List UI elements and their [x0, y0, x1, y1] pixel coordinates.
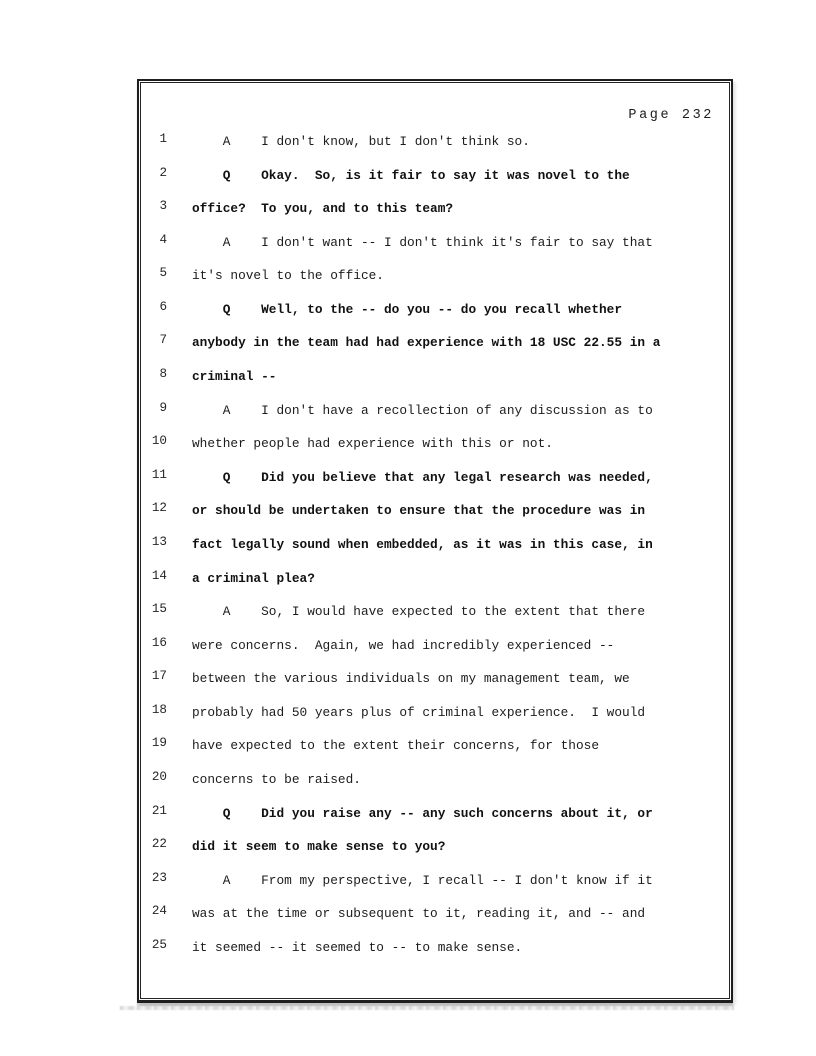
line-number: 11	[151, 467, 167, 482]
page-number: Page 232	[628, 108, 714, 123]
line-number: 5	[159, 266, 167, 281]
line-number: 18	[151, 702, 167, 717]
transcript-line	[139, 636, 731, 670]
transcript-line	[139, 468, 731, 502]
transcript-line	[139, 904, 731, 938]
transcript-line	[139, 233, 731, 267]
line-text: Q Did you raise any -- any such concerns about it, or	[192, 805, 653, 821]
line-text: whether people had experience with this or not.	[192, 436, 553, 452]
line-number: 2	[159, 165, 167, 180]
transcript-line	[139, 669, 731, 703]
line-text: Q Did you believe that any legal research was needed,	[192, 469, 653, 485]
line-number: 10	[151, 434, 167, 449]
line-text: concerns to be raised.	[192, 771, 361, 787]
line-text: probably had 50 years plus of criminal experience. I would	[192, 704, 646, 720]
line-number: 20	[151, 769, 167, 784]
transcript-line	[139, 501, 731, 535]
line-number: 19	[151, 736, 167, 751]
transcript-line	[139, 401, 731, 435]
transcript-line	[139, 300, 731, 334]
transcript-line	[139, 367, 731, 401]
line-number: 24	[151, 904, 167, 919]
transcript-line	[139, 602, 731, 636]
line-text: A So, I would have expected to the extent that there	[192, 604, 646, 620]
line-number: 12	[151, 501, 167, 516]
line-number: 1	[159, 132, 167, 146]
line-number: 21	[151, 803, 167, 818]
transcript-line	[139, 535, 731, 569]
line-text: A I don't know, but I don't think so.	[192, 134, 530, 149]
transcript-line	[139, 871, 731, 905]
transcript-page	[137, 79, 733, 1003]
line-text: Q Well, to the -- do you -- do you recall whether	[192, 301, 623, 317]
line-number: 6	[159, 299, 167, 314]
transcript-line	[139, 434, 731, 468]
transcript-line	[139, 132, 731, 166]
line-number: 16	[151, 635, 167, 650]
line-text: anybody in the team had had experience with 18 USC 22.55 in a	[192, 335, 661, 351]
transcript-line	[139, 166, 731, 200]
line-number: 4	[159, 232, 167, 247]
line-text: a criminal plea?	[192, 570, 315, 586]
scan-artifact	[120, 1006, 734, 1010]
transcript-line	[139, 333, 731, 367]
line-text: was at the time or subsequent to it, reading it, and -- and	[192, 906, 646, 922]
line-number: 9	[159, 400, 167, 415]
line-number: 17	[151, 669, 167, 684]
line-number: 14	[151, 568, 167, 583]
line-number: 22	[151, 837, 167, 852]
line-text: A From my perspective, I recall -- I don't know if it	[192, 872, 653, 888]
line-text: it's novel to the office.	[192, 268, 384, 284]
transcript-line	[139, 770, 731, 804]
transcript-line	[139, 266, 731, 300]
line-number: 13	[151, 534, 167, 549]
transcript-line	[139, 199, 731, 233]
line-number: 8	[159, 367, 167, 382]
transcript-line	[139, 837, 731, 871]
line-text: it seemed -- it seemed to -- to make sense.	[192, 939, 523, 955]
line-number: 15	[151, 602, 167, 617]
line-text: A I don't have a recollection of any discussion as to	[192, 402, 653, 418]
line-text: or should be undertaken to ensure that the procedure was in	[192, 503, 646, 519]
line-text: office? To you, and to this team?	[192, 201, 454, 217]
line-number: 3	[159, 199, 167, 214]
transcript-line	[139, 804, 731, 838]
transcript-line	[139, 938, 731, 972]
line-text: were concerns. Again, we had incredibly experienced --	[192, 637, 615, 653]
line-text: fact legally sound when embedded, as it was in this case, in	[192, 536, 653, 552]
transcript-line	[139, 736, 731, 770]
line-text: have expected to the extent their concerns, for those	[192, 738, 600, 754]
line-text: between the various individuals on my management team, we	[192, 671, 630, 687]
transcript-line	[139, 569, 731, 603]
line-text: did it seem to make sense to you?	[192, 839, 446, 855]
line-text: Q Okay. So, is it fair to say it was novel to the	[192, 167, 630, 183]
transcript-lines	[139, 132, 731, 971]
transcript-line	[139, 703, 731, 737]
line-number: 23	[151, 870, 167, 885]
line-text: criminal --	[192, 369, 277, 385]
line-text: A I don't want -- I don't think it's fair to say that	[192, 234, 653, 250]
line-number: 7	[159, 333, 167, 348]
line-number: 25	[151, 937, 167, 952]
